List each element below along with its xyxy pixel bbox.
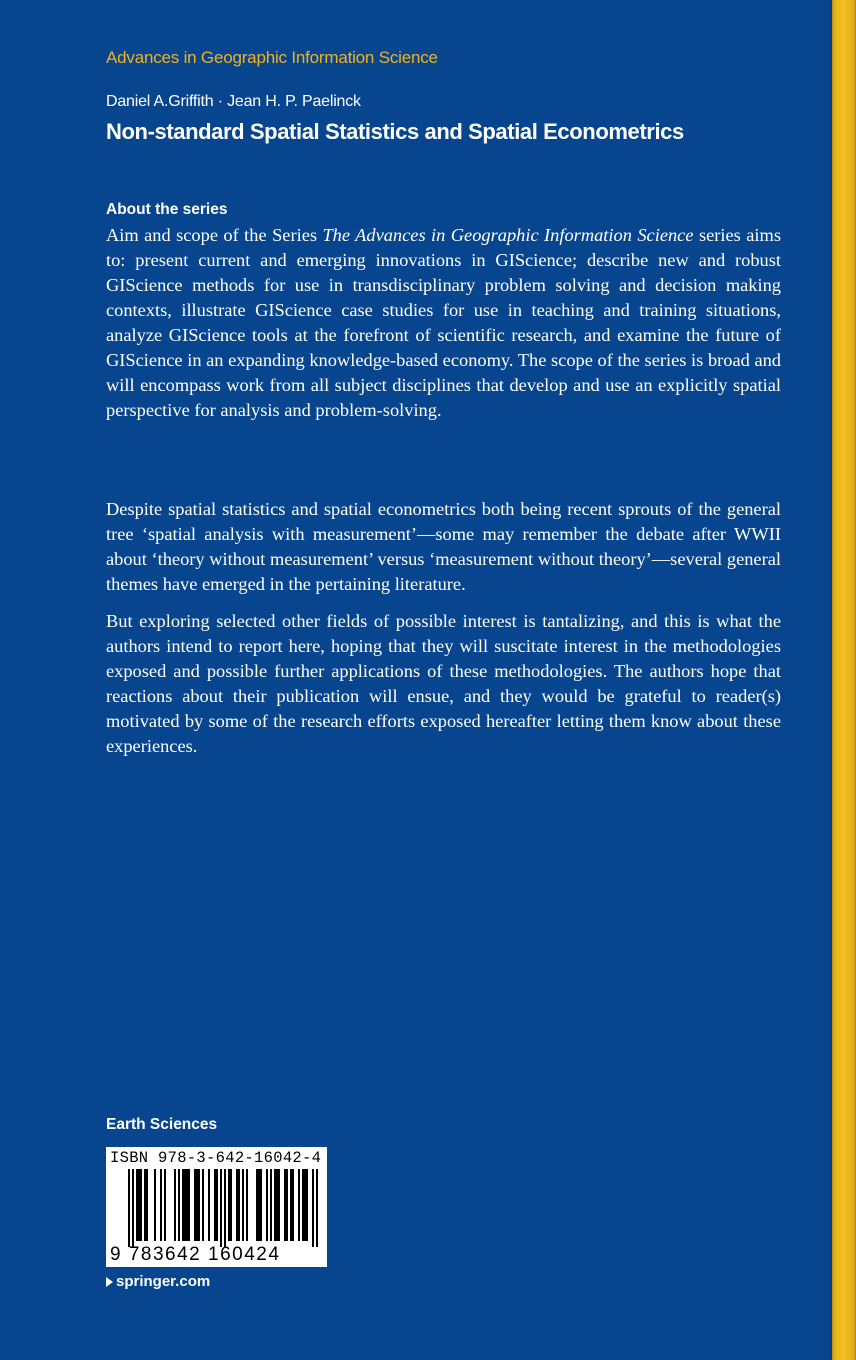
- barcode-bar: [260, 1169, 262, 1241]
- barcode-bar: [184, 1169, 186, 1241]
- publisher-link[interactable]: [106, 1273, 210, 1290]
- barcode-bar: [164, 1169, 166, 1241]
- barcode-bar: [188, 1169, 190, 1241]
- barcode-bar: [230, 1169, 232, 1241]
- barcode-bar: [220, 1169, 222, 1247]
- barcode-bar: [154, 1169, 156, 1241]
- series-name: Advances in Geographic Information Science: [106, 48, 438, 67]
- barcode-bar: [132, 1169, 134, 1247]
- about-series-text-body: series aims to: present current and emerging innovations in GIScience; describe new and robust GIScience methods for use in transdisciplinary problem solving and decision making contexts, illustrate GIScience case studies for use in teaching and training situations, analyze GIScience tools at the forefront of scientific research, and examine the future of GIScience in an expanding knowledge-based economy. The scope of the series is broad and will encompass work from all subject disciplines that develop and use an explicitly spatial perspective for analysis and problem-solving.: [106, 225, 781, 420]
- barcode-bar: [138, 1169, 140, 1241]
- barcode-bar: [178, 1169, 180, 1241]
- barcode-bar: [284, 1169, 286, 1241]
- barcode-bar: [136, 1169, 138, 1241]
- barcode-bar: [224, 1169, 226, 1247]
- barcode-bar: [140, 1169, 142, 1241]
- barcode-bar: [302, 1169, 304, 1241]
- barcode-bar: [290, 1169, 292, 1241]
- barcode-bar: [144, 1169, 146, 1241]
- barcode-bar: [238, 1169, 240, 1241]
- barcode-bar: [182, 1169, 184, 1241]
- barcode-bar: [278, 1169, 280, 1241]
- about-series-heading: About the series: [106, 201, 228, 218]
- barcode-bar: [236, 1169, 238, 1241]
- barcode-bar: [304, 1169, 306, 1241]
- barcode-bar: [160, 1169, 162, 1241]
- barcode-bar: [202, 1169, 204, 1241]
- spine-edge-stripe: [832, 0, 856, 1360]
- description-paragraph-1: Despite spatial statistics and spatial econometrics both being recent sprouts of the general tree ‘spatial analysis with measurement’—some may remember the debate after WWII about ‘theory without measurement’ versus ‘measurement without theory’—several general themes have emerged in the pertaining literature.: [106, 499, 781, 594]
- barcode-bar: [128, 1169, 130, 1247]
- book-title: Non-standard Spatial Statistics and Spatial Econometrics: [106, 119, 684, 144]
- isbn-label: ISBN 978-3-642-16042-4: [110, 1149, 322, 1167]
- barcode-bar: [312, 1169, 314, 1247]
- isbn-barcode: [106, 1147, 327, 1267]
- ean-digits: 9 783642 160424: [110, 1244, 281, 1265]
- barcode-bar: [298, 1169, 300, 1241]
- barcode-bar: [216, 1169, 218, 1241]
- barcode-bar: [258, 1169, 260, 1241]
- barcode-bar: [198, 1169, 200, 1241]
- barcode-bar: [266, 1169, 268, 1241]
- publisher-url[interactable]: springer.com: [116, 1273, 211, 1290]
- barcode-bar: [174, 1169, 176, 1241]
- barcode-bars: [106, 1169, 327, 1247]
- barcode-bar: [256, 1169, 258, 1241]
- barcode-bar: [214, 1169, 216, 1241]
- barcode-bar: [274, 1169, 276, 1241]
- barcode-bar: [246, 1169, 248, 1241]
- about-series-text-intro: Aim and scope of the Series: [106, 225, 323, 245]
- about-series-text: [106, 223, 781, 423]
- barcode-bar: [292, 1169, 294, 1241]
- barcode-bar: [196, 1169, 198, 1241]
- authors: Daniel A.Griffith · Jean H. P. Paelinck: [106, 93, 361, 110]
- barcode-bar: [146, 1169, 148, 1241]
- subject-category: Earth Sciences: [106, 1116, 218, 1133]
- barcode-bar: [242, 1169, 244, 1241]
- barcode-bar: [208, 1169, 210, 1241]
- barcode-bar: [186, 1169, 188, 1241]
- arrow-right-icon: [106, 1277, 113, 1287]
- barcode-bar: [194, 1169, 196, 1241]
- description-paragraph-2: But exploring selected other fields of possible interest is tantalizing, and this is what the authors intend to report here, hoping that they will suscitate interest in the methodologies exposed and possible further applications of these methodologies. The authors hope that reactions about their publication will ensue, and they would be grateful to reader(s) motivated by some of the research efforts exposed hereafter letting them know about these experiences.: [106, 611, 781, 756]
- barcode-bar: [228, 1169, 230, 1241]
- barcode-bar: [286, 1169, 288, 1241]
- about-series-text-italic: The Advances in Geographic Information Science: [322, 225, 694, 245]
- barcode-bar: [316, 1169, 318, 1247]
- barcode-bar: [276, 1169, 278, 1241]
- barcode-bar: [270, 1169, 272, 1241]
- barcode-bar: [306, 1169, 308, 1241]
